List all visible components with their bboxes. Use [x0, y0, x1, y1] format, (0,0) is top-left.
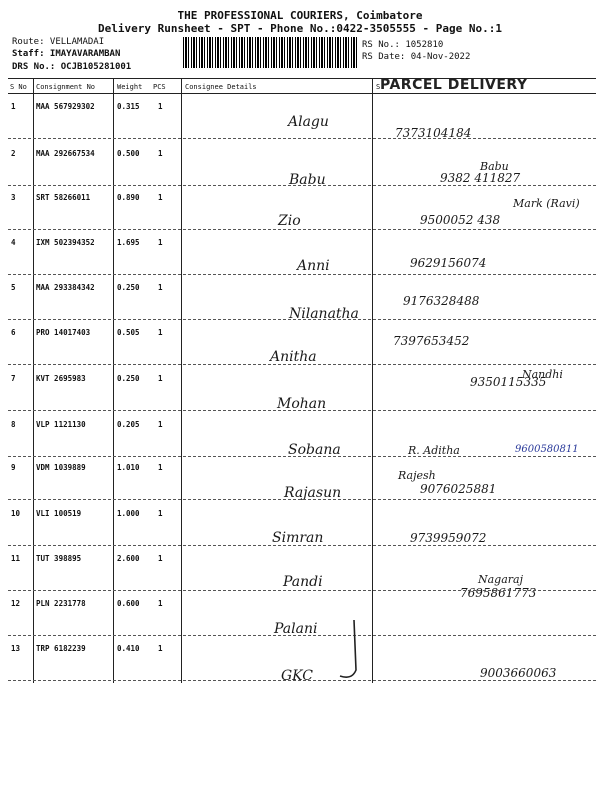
row-separator: [8, 364, 596, 365]
row-phone: 9739959072: [410, 531, 487, 545]
column-divider: [181, 78, 182, 683]
row-consignment-no: PLN 2231778: [36, 599, 86, 608]
row-separator: [8, 274, 596, 275]
row-consignee-name: Mohan: [277, 396, 327, 412]
row-separator: [8, 229, 596, 230]
row-signature-note: R. Aditha: [408, 444, 460, 457]
column-divider: [372, 78, 373, 683]
route-label: Route: VELLAMADAI: [12, 37, 105, 47]
row-pcs: 1: [158, 238, 163, 247]
row-pcs: 1: [158, 644, 163, 653]
row-sno: 12: [11, 599, 21, 608]
row-consignment-no: VLI 100519: [36, 509, 82, 518]
row-consignee-name: Anni: [297, 258, 330, 274]
row-separator: [8, 138, 596, 139]
row-pcs: 1: [158, 374, 163, 383]
row-weight: 1.010: [117, 463, 140, 472]
row-separator: [8, 680, 596, 681]
row-sno: 10: [11, 509, 21, 518]
row-consignee-name: Simran: [272, 530, 324, 546]
rs-date: RS Date: 04-Nov-2022: [362, 52, 471, 62]
row-pcs: 1: [158, 328, 163, 337]
row-signature-note: Nagaraj: [478, 573, 524, 586]
row-weight: 0.250: [117, 374, 140, 383]
column-divider: [33, 78, 34, 683]
row-weight: 0.410: [117, 644, 140, 653]
row-separator: [8, 590, 596, 591]
row-weight: 2.600: [117, 554, 140, 563]
row-separator: [8, 319, 596, 320]
row-weight: 0.205: [117, 420, 140, 429]
row-consignee-name: Zio: [278, 213, 301, 229]
row-signature-note: Nandhi: [522, 368, 563, 381]
column-divider: [113, 78, 114, 683]
row-pcs: 1: [158, 420, 163, 429]
row-consignment-no: TRP 6182239: [36, 644, 86, 653]
runsheet-title: Delivery Runsheet - SPT - Phone No.:0422-3505555 - Page No.:1: [98, 22, 502, 35]
row-consignee-name: Alagu: [288, 114, 329, 130]
row-weight: 0.505: [117, 328, 140, 337]
parcel-delivery-stamp: PARCEL DELIVERY: [380, 77, 528, 93]
row-sno: 1: [11, 102, 16, 111]
row-consignee-name: Rajasun: [284, 485, 342, 501]
row-sno: 5: [11, 283, 16, 292]
row-sno: 2: [11, 149, 16, 158]
header-bottom-border: [8, 93, 596, 94]
row-consignment-no: IXM 502394352: [36, 238, 95, 247]
column-header-consignment: Consignment No: [36, 83, 96, 91]
row-pcs: 1: [158, 599, 163, 608]
row-weight: 0.250: [117, 283, 140, 292]
column-header-weight: Weight: [117, 83, 143, 91]
row-consignment-no: VLP 1121130: [36, 420, 86, 429]
row-weight: 0.500: [117, 149, 140, 158]
row-consignee-name: Babu: [289, 172, 326, 188]
column-header-sno: S No: [10, 83, 27, 91]
row-sno: 6: [11, 328, 16, 337]
row-signature-note: Rajesh: [398, 469, 436, 482]
row-phone: 9629156074: [410, 256, 487, 270]
row-consignee-name: Pandi: [283, 574, 323, 590]
barcode: [183, 37, 358, 68]
row-phone: 9003660063: [480, 666, 557, 680]
row-phone: 9350115335: [470, 375, 547, 389]
row-separator: [8, 410, 596, 411]
row-phone: 7373104184: [395, 126, 472, 140]
row-pcs: 1: [158, 509, 163, 518]
row-consignment-no: MAA 293384342: [36, 283, 95, 292]
row-signature-note: Mark (Ravi): [513, 197, 580, 210]
row-separator: [8, 185, 596, 186]
row-sno: 8: [11, 420, 16, 429]
row-consignee-name: Palani: [274, 621, 318, 637]
row-consignment-no: KVT 2695983: [36, 374, 86, 383]
row-pcs: 1: [158, 463, 163, 472]
row-sno: 3: [11, 193, 16, 202]
staff-label: Staff: IMAYAVARAMBAN: [12, 49, 121, 59]
row-weight: 1.000: [117, 509, 140, 518]
row-sno: 4: [11, 238, 16, 247]
signature-mark: [332, 618, 362, 682]
row-pcs: 1: [158, 149, 163, 158]
row-pcs: 1: [158, 102, 163, 111]
row-weight: 0.890: [117, 193, 140, 202]
row-consignment-no: SRT 58266011: [36, 193, 91, 202]
row-phone: 9076025881: [420, 482, 497, 496]
row-weight: 0.600: [117, 599, 140, 608]
row-consignee-name: GKC: [281, 668, 313, 684]
row-consignment-no: PRO 14017403: [36, 328, 91, 337]
company-title: THE PROFESSIONAL COURIERS, Coimbatore: [177, 9, 423, 22]
row-phone: 9382 411827: [440, 171, 521, 185]
row-pcs: 1: [158, 283, 163, 292]
row-consignment-no: MAA 567929302: [36, 102, 95, 111]
row-phone: 9500052 438: [420, 213, 501, 227]
row-phone: 7397653452: [393, 334, 470, 348]
row-weight: 1.695: [117, 238, 140, 247]
row-consignment-no: VDM 1039889: [36, 463, 86, 472]
row-consignee-name: Anitha: [270, 349, 317, 365]
row-phone: 9600580811: [515, 444, 579, 455]
column-header-pcs: PCS: [153, 83, 166, 91]
column-header-consignee: Consignee Details: [185, 83, 257, 91]
rs-number: RS No.: 1052810: [362, 40, 444, 50]
row-separator: [8, 545, 596, 546]
row-phone: 9176328488: [403, 294, 480, 308]
row-sno: 11: [11, 554, 21, 563]
row-sno: 13: [11, 644, 21, 653]
row-pcs: 1: [158, 193, 163, 202]
row-separator: [8, 456, 596, 457]
row-consignment-no: MAA 292667534: [36, 149, 95, 158]
row-pcs: 1: [158, 554, 163, 563]
row-phone: 7695861773: [460, 586, 537, 600]
drs-number: DRS No.: OCJB105281001: [12, 62, 132, 72]
row-consignee-name: Sobana: [288, 442, 341, 458]
row-sno: 9: [11, 463, 16, 472]
row-signature-note: Babu: [480, 160, 509, 173]
row-weight: 0.315: [117, 102, 140, 111]
row-separator: [8, 499, 596, 500]
column-header-signature: S: [376, 83, 381, 91]
row-consignment-no: TUT 398895: [36, 554, 82, 563]
row-separator: [8, 635, 596, 636]
row-sno: 7: [11, 374, 16, 383]
row-consignee-name: Nilanatha: [289, 306, 359, 322]
